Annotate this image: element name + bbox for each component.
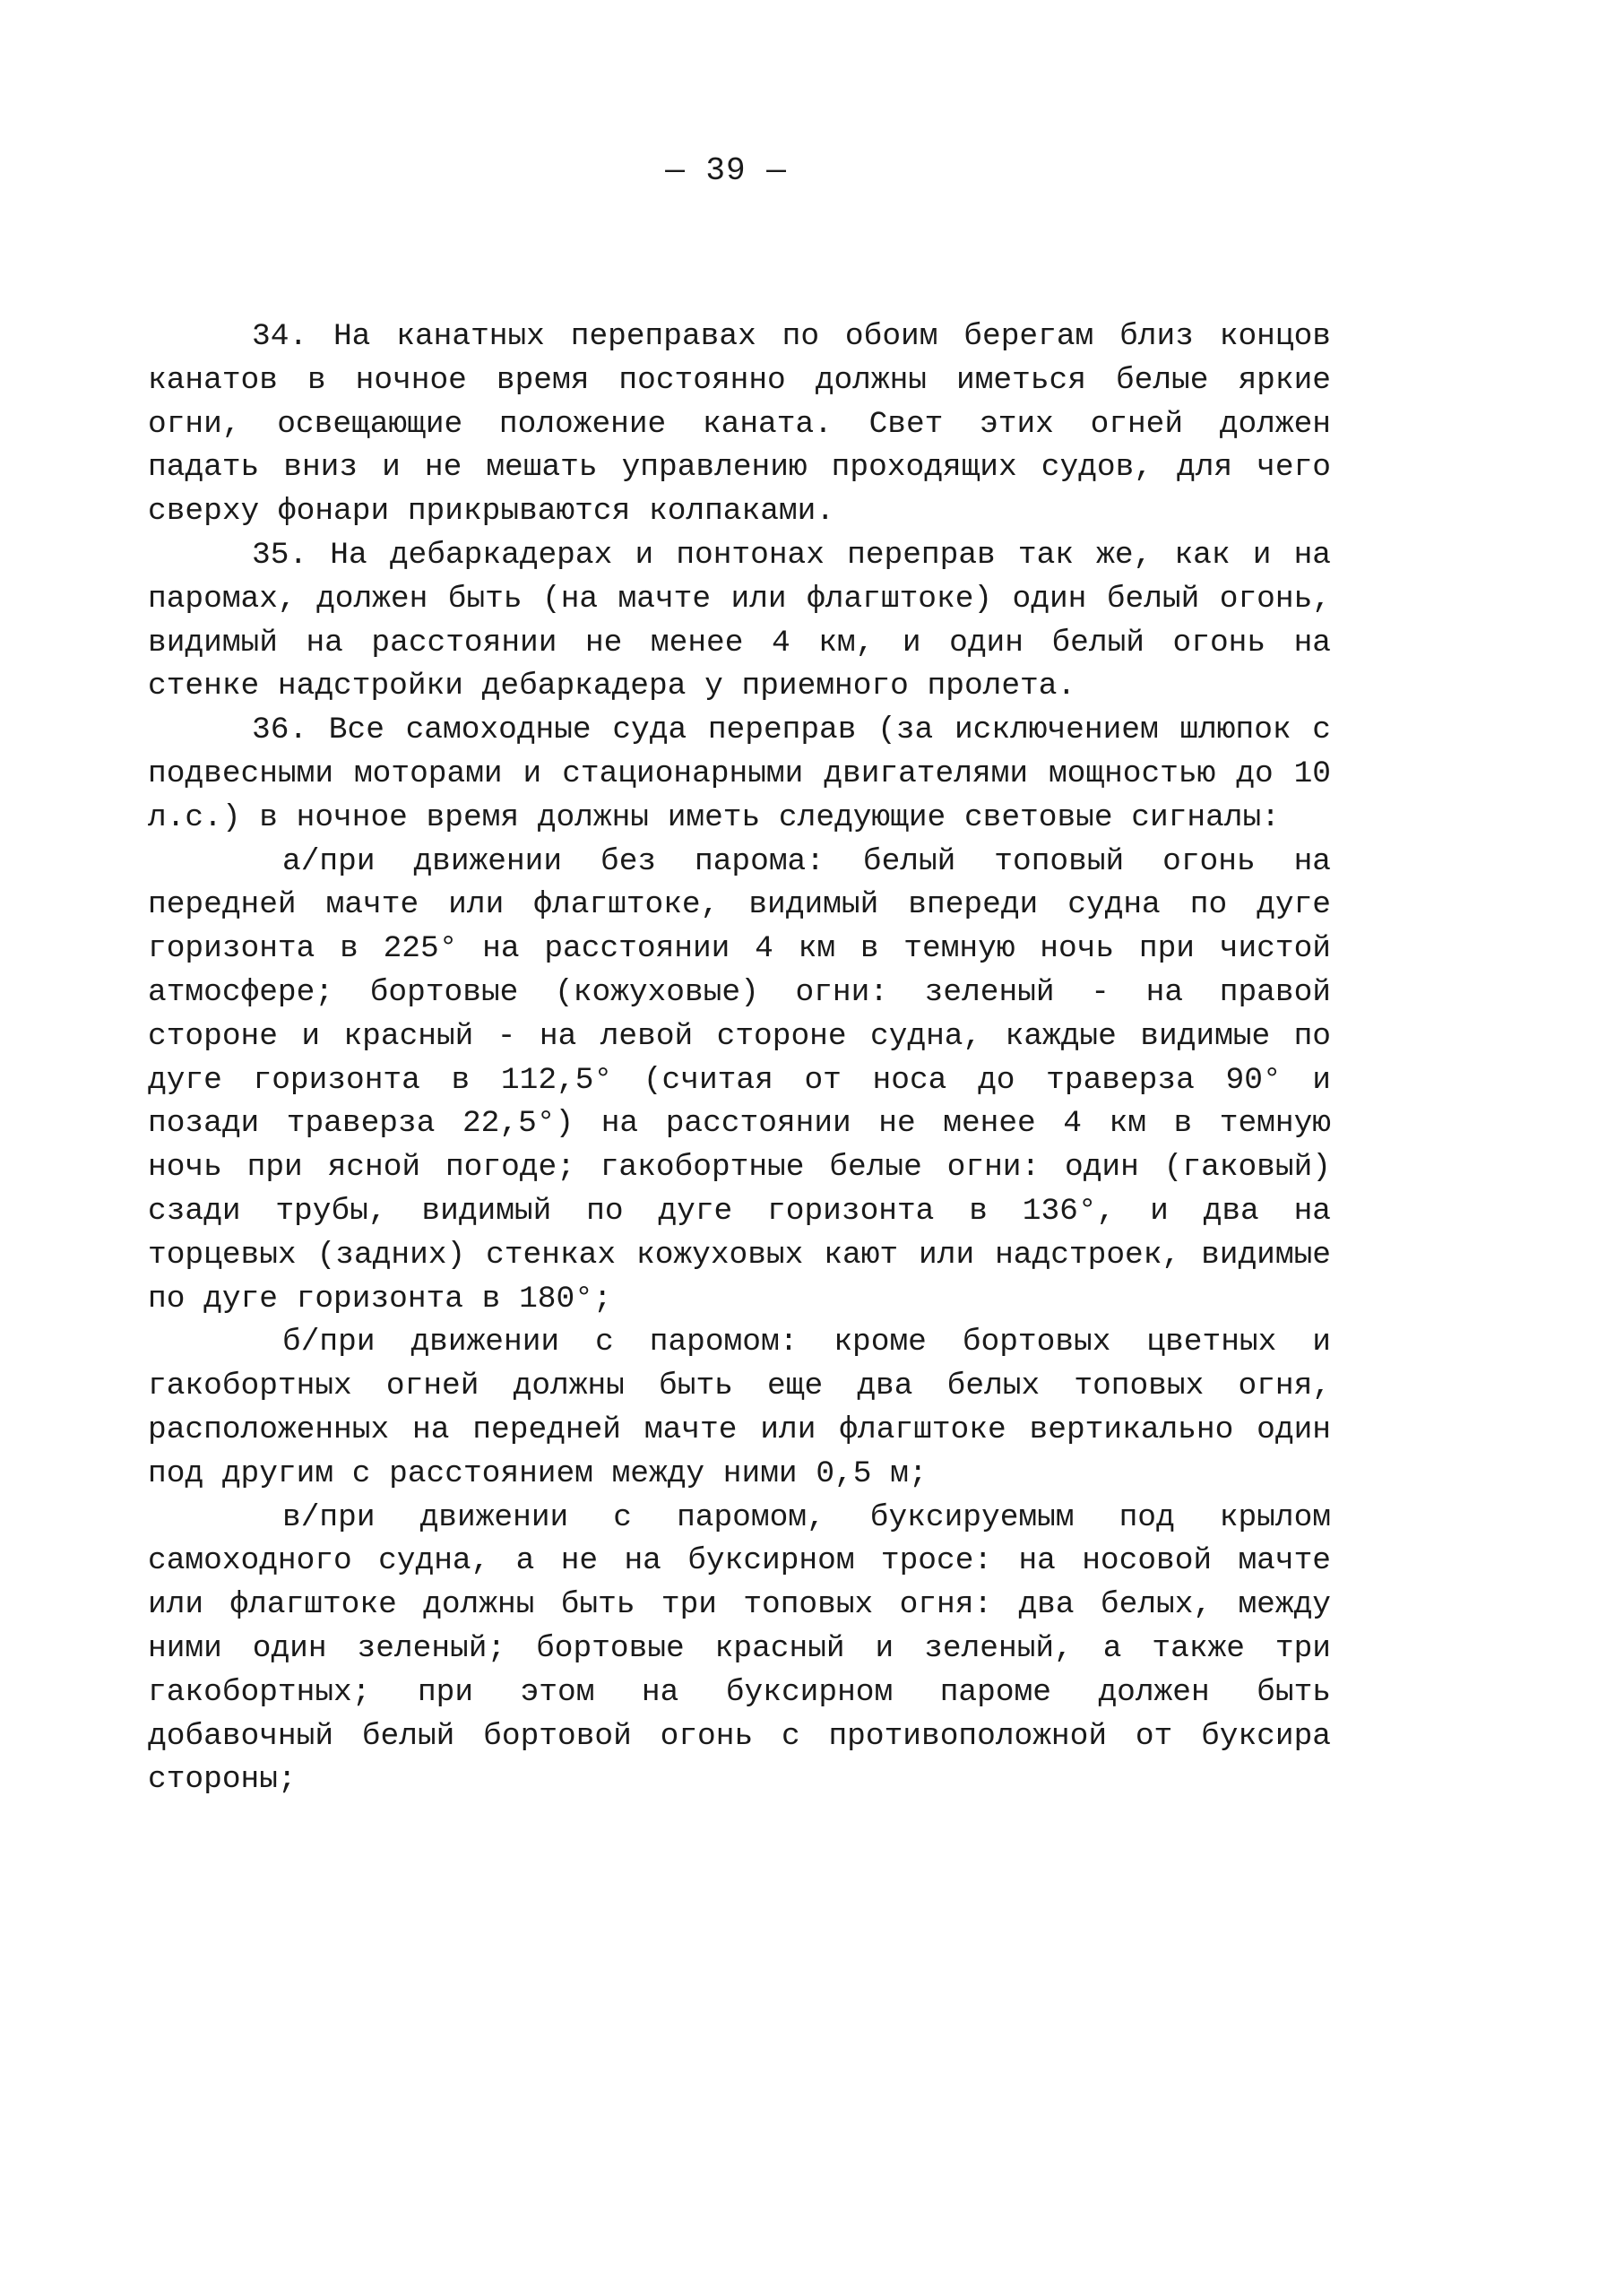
paragraph-36a: а/при движении без парома: белый топовый огонь на передней мачте или флагштоке, видимый впереди судна по дуге горизонта в 225° на расстоянии 4 км в темную ночь при чистой атмосфере; бортовые (кожуховые) огни: зеленый - на правой стороне и красный - на левой стороне судна, каждые видимые по дуге горизонта в 112,5° (считая от носа до траверза 90° и позади траверза 22,5°) на расстоянии не менее 4 км в темную ночь при ясной погоде; гакобортные белые огни: один (гаковый) сзади трубы, видимый по дуге горизонта в 136°, и два на торцевых (задних) стенках кожуховых кают или надстроек, видимые по дуге горизонта в 180°; xyxy=(148,843,1331,1317)
paragraph-36b: б/при движении с паромом: кроме бортовых цветных и гакобортных огней должны быть еще два белых топовых огня, расположенных на передней мачте или флагштоке вертикально один под другим с расстоянием между ними 0,5 м; xyxy=(148,1325,1331,1491)
paragraph-36v: в/при движении с паромом, буксируемым под крылом самоходного судна, а не на буксирном тросе: на носовой мачте или флагштоке должны быть три топовых огня: два белых, между ними один зеленый; бортовые красный и зеленый, а также три гакобортных; при этом на буксирном пароме должен быть добавочный белый бортовой огонь с противоположной от буксира стороны; xyxy=(148,1499,1331,1798)
paragraph-34: 34. На канатных переправах по обоим берегам близ концов канатов в ночное время постоянно должны иметься белые яркие огни, освещающие положение каната. Свет этих огней должен падать вниз и не мешать управлению проходящих судов, для чего сверху фонари прикрываются колпаками. xyxy=(148,319,1331,530)
paragraph-35: 35. На дебаркадерах и понтонах переправ так же, как и на паромах, должен быть (на мачте или флагштоке) один белый огонь, видимый на расстоянии не менее 4 км, и один белый огонь на стенке надстройки дебаркадера у приемного пролета. xyxy=(148,537,1331,704)
paragraph-36: 36. Все самоходные суда переправ (за исключением шлюпок с подвесными моторами и стационарными двигателями мощностью до 10 л.с.) в ночное время должны иметь следующие световые сигналы: xyxy=(148,712,1331,835)
page-number: — 39 — xyxy=(665,152,787,189)
document-body xyxy=(148,315,1331,1802)
